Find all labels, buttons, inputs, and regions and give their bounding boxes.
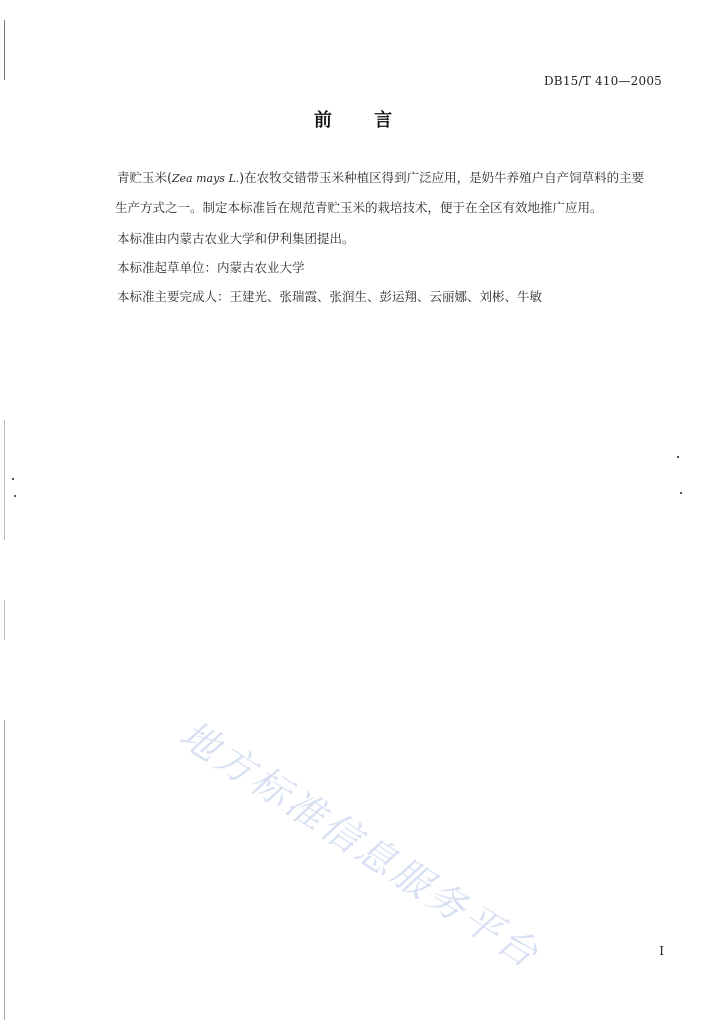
page-title: 前 言 bbox=[313, 110, 411, 131]
scan-dot bbox=[14, 495, 16, 497]
paragraph-drafters: 本标准主要完成人：王建光、张瑞霞、张润生、彭运翔、云丽娜、刘彬、牛敏 bbox=[117, 289, 543, 304]
scan-edge-mark bbox=[4, 720, 5, 1020]
scan-edge-mark bbox=[4, 600, 5, 640]
paragraph-intro-line2: 生产方式之一。制定本标准旨在规范青贮玉米的栽培技术，便于在全区有效地推广应用。 bbox=[115, 200, 603, 215]
paragraph-intro-text-b: )在农牧交错带玉米种植区得到广泛应用，是奶牛养殖户自产饲草料的主要 bbox=[239, 170, 645, 185]
scan-dot bbox=[12, 478, 14, 480]
paragraph-proposer: 本标准由内蒙古农业大学和伊利集团提出。 bbox=[117, 231, 355, 246]
page-number: I bbox=[659, 944, 664, 958]
watermark: 地方标准信息服务平台 bbox=[172, 711, 549, 978]
paragraph-intro-text-a: 青贮玉米( bbox=[117, 170, 172, 185]
scan-edge-mark bbox=[4, 420, 5, 540]
paragraph-drafting-unit: 本标准起草单位：内蒙古农业大学 bbox=[117, 260, 305, 275]
scan-dot bbox=[680, 492, 682, 494]
paragraph-intro-line1 bbox=[117, 163, 665, 193]
scan-edge-mark bbox=[4, 20, 5, 80]
latin-name: Zea mays L. bbox=[171, 172, 240, 185]
paragraph-intro bbox=[117, 163, 665, 222]
scan-dot bbox=[677, 456, 679, 458]
standard-code: DB15/T 410—2005 bbox=[543, 74, 662, 88]
